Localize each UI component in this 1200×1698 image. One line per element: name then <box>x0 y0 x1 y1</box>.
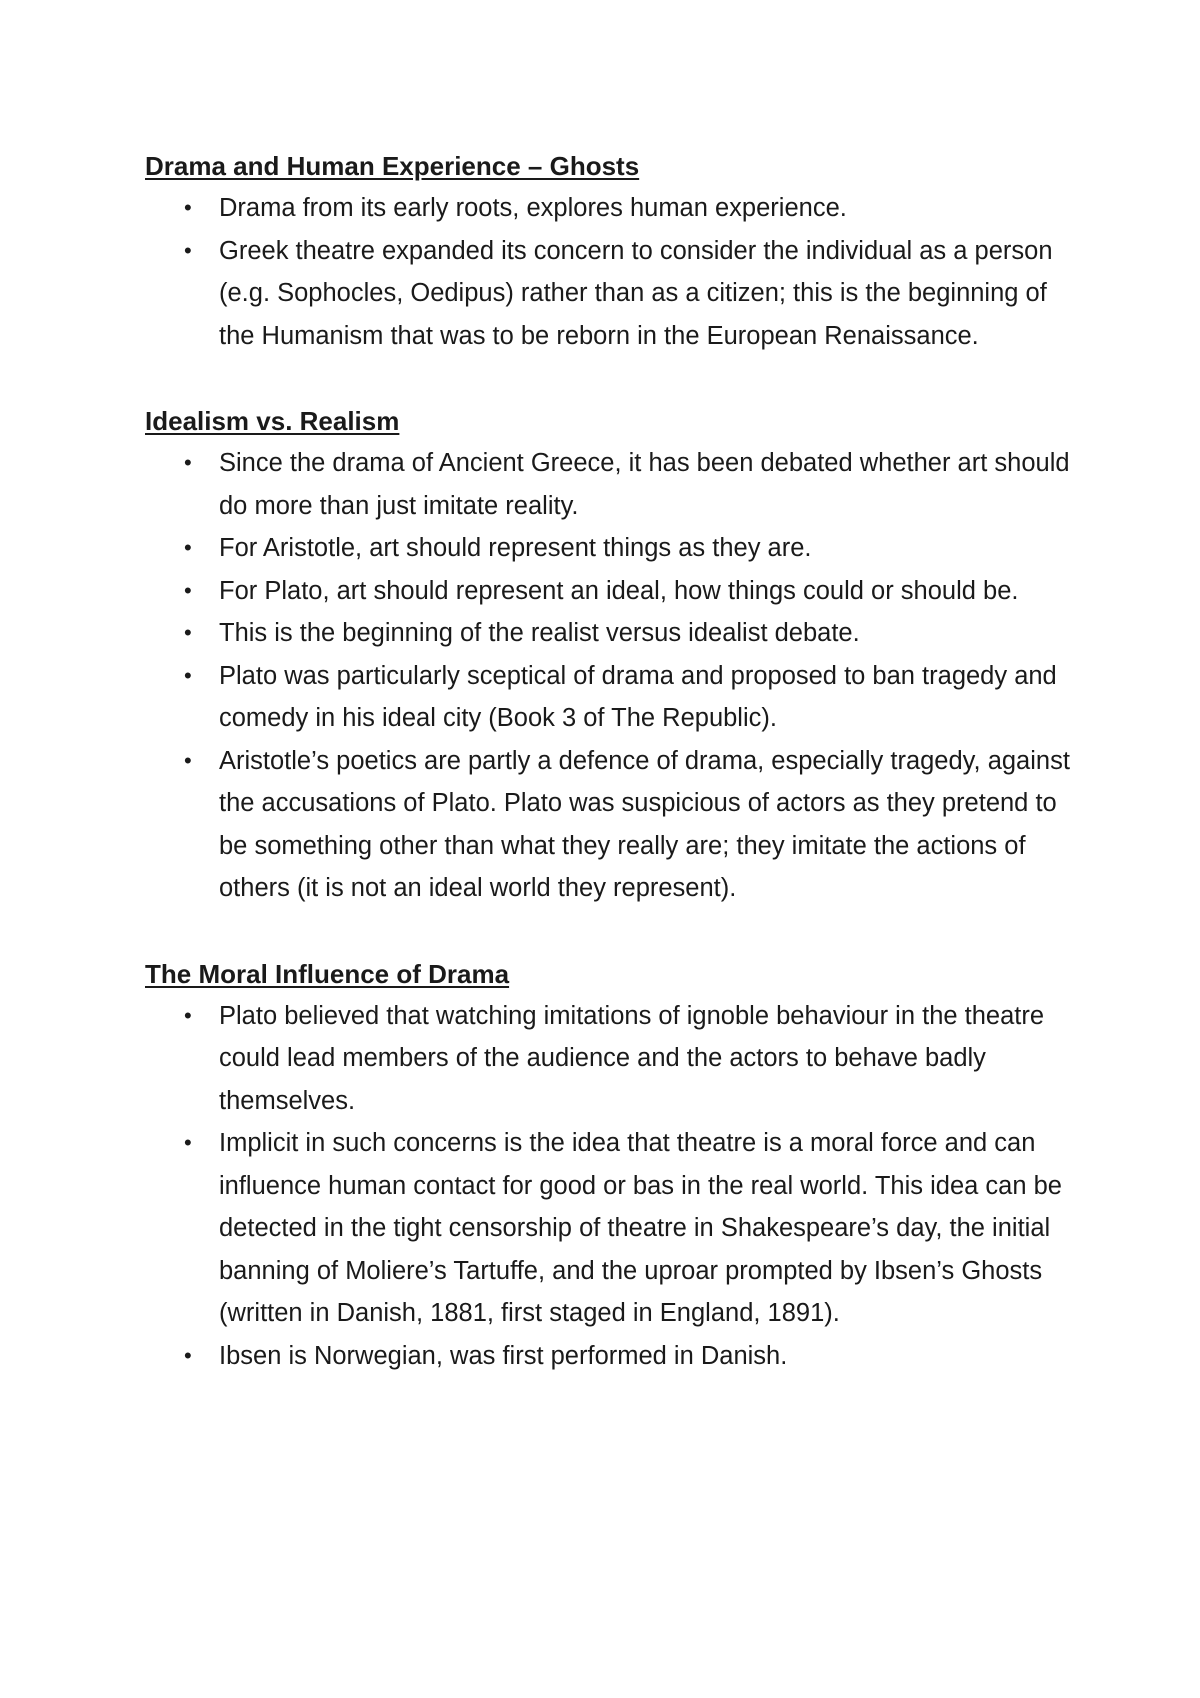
bullet-icon: • <box>184 535 192 560</box>
bullet-icon: • <box>184 747 192 773</box>
list-item <box>145 187 1075 230</box>
list-item-text: Aristotle’s poetics are partly a defence of drama, especially tragedy, against the accusations of Plato. Plato was suspicious of actors as they pretend to be something other than what they really are; they imitate the actions of others (it is not an ideal world they represent). <box>219 746 1070 902</box>
bullet-icon: • <box>184 1002 192 1028</box>
list-item <box>145 1335 1075 1378</box>
list-item-text: For Plato, art should represent an ideal, how things could or should be. <box>219 576 1019 605</box>
list-item-text: For Aristotle, art should represent things as they are. <box>219 534 812 562</box>
section-moral-influence <box>145 953 1075 1378</box>
bullet-icon: • <box>184 1130 192 1155</box>
list-item-text: Since the drama of Ancient Greece, it has been debated whether art should do more than just imitate reality. <box>219 449 1070 520</box>
list-item <box>145 442 1075 527</box>
list-item-text: Drama from its early roots, explores human experience. <box>219 194 847 222</box>
list-item <box>145 740 1075 910</box>
list-item-text: Greek theatre expanded its concern to consider the individual as a person (e.g. Sophocles, Oedipus) rather than as a citizen; this is the beginning of the Humanism that was to be reborn in the European Renaissance. <box>219 236 1053 350</box>
list-item <box>145 1122 1075 1335</box>
list-item-text: Implicit in such concerns is the idea that theatre is a moral force and can influence human contact for good or bas in the real world. This idea can be detected in the tight censorship of theatre in Shakespeare’s day, the initial banning of Moliere’s Tartuffe, and the uproar prompted by Ibsen’s Ghosts (written in Danish, 1881, first staged in England, 1891). <box>219 1129 1062 1327</box>
bullet-list <box>145 995 1075 1378</box>
section-heading: The Moral Influence of Drama <box>145 958 510 989</box>
list-item-text: Plato was particularly sceptical of drama and proposed to ban tragedy and comedy in his ideal city (Book 3 of The Republic). <box>219 661 1057 732</box>
list-item <box>145 570 1075 613</box>
bullet-list <box>145 442 1075 910</box>
section-heading: Idealism vs. Realism <box>145 406 400 436</box>
bullet-icon: • <box>184 620 192 645</box>
list-item <box>145 612 1075 655</box>
bullet-icon: • <box>184 195 192 220</box>
list-item <box>145 527 1075 570</box>
list-item <box>145 655 1075 740</box>
section-idealism-realism <box>145 400 1075 910</box>
list-item-text: This is the beginning of the realist versus idealist debate. <box>219 619 860 647</box>
bullet-icon: • <box>184 237 192 263</box>
bullet-icon: • <box>184 450 192 475</box>
section-drama-human-experience <box>145 145 1075 357</box>
bullet-icon: • <box>184 577 192 603</box>
list-item-text: Ibsen is Norwegian, was first performed in Danish. <box>219 1341 788 1370</box>
section-heading: Drama and Human Experience – Ghosts <box>145 151 640 181</box>
bullet-icon: • <box>184 1342 192 1368</box>
list-item <box>145 995 1075 1123</box>
bullet-list <box>145 187 1075 357</box>
list-item-text: Plato believed that watching imitations of ignoble behaviour in the theatre could lead members of the audience and the actors to behave badly themselves. <box>219 1001 1045 1115</box>
list-item <box>145 230 1075 358</box>
bullet-icon: • <box>184 662 192 688</box>
document-body <box>145 145 1075 1420</box>
